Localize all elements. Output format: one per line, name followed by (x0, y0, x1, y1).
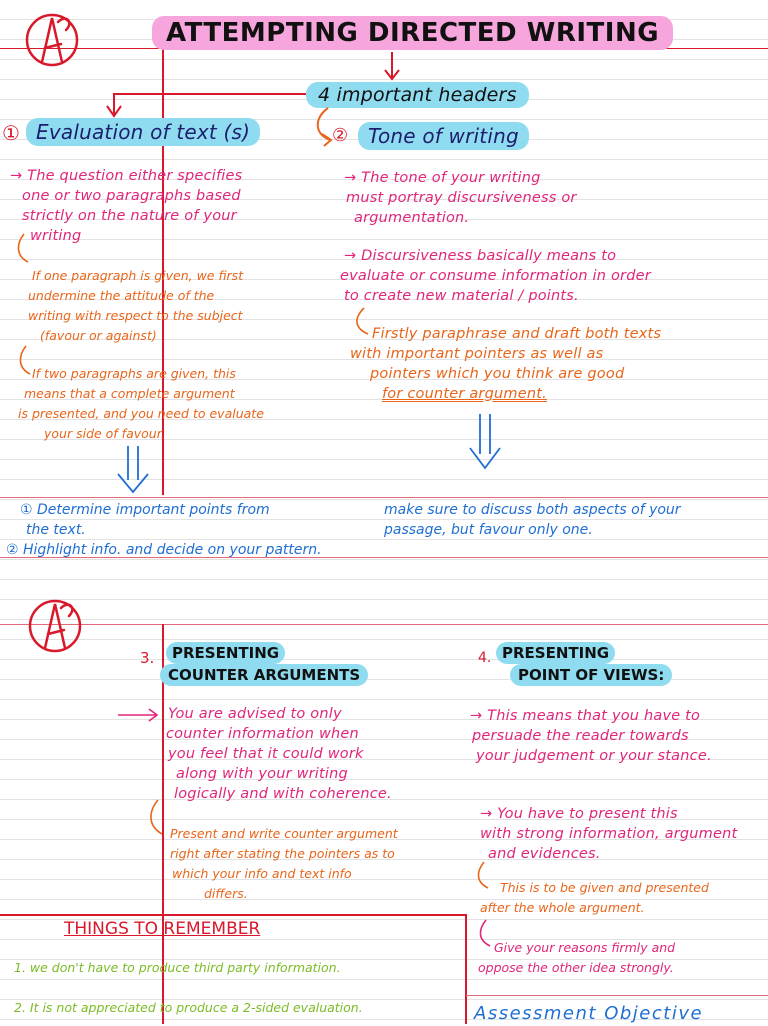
bracket-arrow-4b (476, 918, 496, 958)
summary-left-1b: the text. (26, 522, 86, 538)
section3-heading-1: PRESENTING (166, 642, 285, 664)
section4-point-a-3: and evidences. (488, 846, 601, 862)
section1-point-b-2: means that a complete argument (24, 386, 235, 401)
section4-point-c-1: Give your reasons firmly and (494, 940, 676, 955)
bracket-arrow-4a (474, 860, 494, 900)
section4-point-b-2: after the whole argument. (480, 900, 645, 915)
section2-line-1: → The tone of your writing (344, 170, 541, 186)
section1-line-1: → The question either specifies (10, 168, 243, 184)
summary-right-2: passage, but favour only one. (384, 522, 593, 538)
summary-left-1: ① Determine important points from (20, 502, 270, 518)
section3-line-1: You are advised to only (168, 706, 342, 722)
assessment-divider (466, 995, 768, 996)
section2-number: ② (332, 125, 349, 146)
subheading: 4 important headers (306, 82, 529, 108)
section4-number: 4. (478, 650, 492, 666)
section4-point-b-1: This is to be given and presented (500, 880, 709, 895)
section4-line-1: → This means that you have to (470, 708, 701, 724)
page-title: ATTEMPTING DIRECTED WRITING (152, 16, 673, 50)
double-arrow-right (466, 414, 506, 474)
bracket-arrow-1a (14, 232, 34, 272)
summary-divider-top (0, 497, 768, 498)
section3-point-a-4: differs. (204, 886, 248, 901)
section3-line-2: counter information when (166, 726, 359, 742)
monogram-logo-top (22, 4, 82, 74)
section4-point-c-2: oppose the other idea strongly. (478, 960, 674, 975)
section3-heading-2: COUNTER ARGUMENTS (160, 664, 368, 686)
assessment-label: Assessment Objective (474, 1003, 704, 1024)
section1-point-a-3: writing with respect to the subject (28, 308, 243, 323)
section4-line-3: your judgement or your stance. (476, 748, 712, 764)
section2-point-a-3: to create new material / points. (344, 288, 579, 304)
section1-point-a-1: If one paragraph is given, we first (32, 268, 244, 283)
section2-point-b-1: Firstly paraphrase and draft both texts (372, 326, 662, 342)
section3-line-4: along with your writing (176, 766, 348, 782)
section2-point-b-3: pointers which you think are good (370, 366, 625, 382)
bracket-arrow-3 (146, 798, 166, 842)
section4-line-2: persuade the reader towards (472, 728, 689, 744)
double-arrow-left (114, 446, 154, 496)
section2-line-3: argumentation. (354, 210, 470, 226)
remember-heading: THINGS TO REMEMBER (64, 919, 261, 939)
section4-point-a-1: → You have to present this (480, 806, 678, 822)
remember-box-top (0, 914, 466, 916)
summary-left-2: ② Highlight info. and decide on your pattern. (6, 542, 322, 558)
section2-point-a-2: evaluate or consume information in order (340, 268, 651, 284)
section1-point-b-4: your side of favour. (44, 426, 165, 441)
remember-item-1: 1. we don't have to produce third party information. (14, 960, 341, 975)
section1-line-2: one or two paragraphs based (22, 188, 241, 204)
arrow-down-title (382, 52, 402, 82)
section4-heading-2: POINT OF VIEWS: (510, 664, 672, 686)
section2-point-b-2: with important pointers as well as (350, 346, 604, 362)
section-two-header-line (0, 624, 768, 625)
section1-point-a-4: (favour or against) (40, 328, 157, 343)
section3-point-a-2: right after stating the pointers as to (170, 846, 395, 861)
section2-heading: Tone of writing (358, 122, 529, 150)
section2-point-a-1: → Discursiveness basically means to (344, 248, 617, 264)
section1-point-b-3: is presented, and you need to evaluate (18, 406, 264, 421)
section1-point-a-2: undermine the attitude of the (28, 288, 215, 303)
section3-point-a-1: Present and write counter argument (170, 826, 398, 841)
section4-point-a-2: with strong information, argument (480, 826, 738, 842)
section1-line-3: strictly on the nature of your (22, 208, 237, 224)
section3-line-5: logically and with coherence. (174, 786, 392, 802)
section1-point-b-1: If two paragraphs are given, this (32, 366, 236, 381)
section1-number: ① (2, 121, 20, 145)
section3-line-3: you feel that it could work (168, 746, 364, 762)
arrow-to-section1 (102, 88, 312, 118)
monogram-logo-bottom (25, 590, 85, 660)
section1-heading: Evaluation of text (s) (26, 118, 260, 146)
remember-item-2: 2. It is not appreciated to produce a 2-sided evaluation. (14, 1000, 363, 1015)
section1-line-4: writing (30, 228, 82, 244)
section4-heading-1: PRESENTING (496, 642, 615, 664)
summary-right-1: make sure to discuss both aspects of your (384, 502, 681, 518)
remember-box-right (465, 914, 467, 1024)
section2-line-2: must portray discursiveness or (346, 190, 577, 206)
section2-point-b-4: for counter argument. (382, 386, 547, 402)
section3-point-a-3: which your info and text info (172, 866, 352, 881)
section3-number: 3. (140, 649, 155, 667)
arrow-section3 (118, 708, 162, 722)
